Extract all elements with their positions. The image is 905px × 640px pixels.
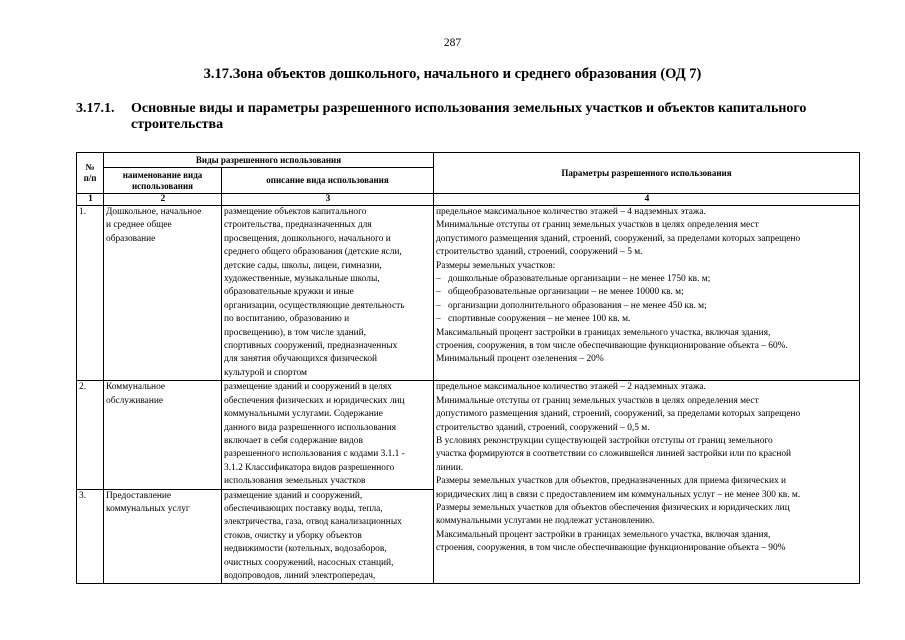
text-line: строения, сооружения, в том числе обеспечивающие функционирование объекта – 90% <box>436 543 786 554</box>
text-line: образование <box>106 233 156 244</box>
text-line: водопроводов, линий электропередач, <box>224 570 376 581</box>
text-line: спортивных сооружений, предназначенных <box>224 341 398 352</box>
text-line: коммунальными услугами не подлежат установлению. <box>436 516 655 527</box>
text-line: просвещению), в том числе зданий, <box>224 327 367 338</box>
text-line: для занятия обучающихся физической <box>224 354 378 365</box>
header-num <box>77 153 104 194</box>
text-line: разрешенного использования с кодами 3.1.1 - <box>224 449 405 460</box>
table-row <box>77 381 860 489</box>
text-line: художественные, музыкальные школы, <box>224 274 380 285</box>
text-line: размещение объектов капитального <box>224 207 367 217</box>
text-line: очистных сооружений, насосных станций, <box>224 557 394 568</box>
text-line: допустимого размещения зданий, строений, сооружений, за пределами которых запрещено <box>436 233 801 244</box>
subsection-title: Основные виды и параметры разрешенного использования земельных участков и объектов капитального строительства <box>131 101 807 132</box>
text-line: стоков, очистку и уборку объектов <box>224 530 362 541</box>
text-line: предельное максимальное количество этажей – 2 надземных этажа. <box>436 382 706 393</box>
bullet-item <box>436 286 858 299</box>
text-line: размещение зданий и сооружений, <box>224 490 363 501</box>
row-number: 2. <box>77 381 104 489</box>
text-line: строительство зданий, строений, сооружений – 5 м. <box>436 247 643 258</box>
bullet-item <box>436 300 858 313</box>
text-line: размещение зданий и сооружений в целях <box>224 382 392 393</box>
text-line: электричества, газа, отвод канализационных <box>224 517 402 528</box>
bullet-text: дошкольные образовательные организации – не менее 1750 кв. м; <box>448 274 711 285</box>
text-line: среднего общего образования (детские ясли, <box>224 247 402 258</box>
col-number-2: 2 <box>104 194 222 206</box>
bullet-item <box>436 273 858 286</box>
bullet-text: общеобразовательные организации – не менее 10000 кв. м; <box>448 287 684 298</box>
text-line: образовательные кружки и иные <box>224 287 354 298</box>
text-line: по воспитанию, образованию и <box>224 314 350 325</box>
text-line: строительства, предназначенных для <box>224 220 372 231</box>
use-description <box>222 381 434 489</box>
text-line: коммунальными услугами. Содержание <box>224 409 383 420</box>
col-number-4: 4 <box>434 194 860 206</box>
col-number-3: 3 <box>222 194 434 206</box>
use-name <box>104 489 222 584</box>
bullet-text: спортивные сооружения – не менее 100 кв. м. <box>448 314 631 325</box>
text-line: обеспечивающих поставку воды, тепла, <box>224 503 383 514</box>
text-line: просвещения, дошкольного, начального и <box>224 233 391 244</box>
text-line: детские сады, школы, лицеи, гимназии, <box>224 260 382 271</box>
text-line: Минимальный процент озеленения – 20% <box>436 354 604 365</box>
bullet-dash: – <box>436 300 441 311</box>
section-heading: 3.17.Зона объектов дошкольного, начального и среднего образования (ОД 7) <box>203 66 702 82</box>
bullet-dash: – <box>436 287 441 298</box>
text-line: Максимальный процент застройки в границах земельного участка, включая здания, <box>436 327 771 338</box>
land-use-table <box>76 152 860 584</box>
text-line: Минимальные отступы от границ земельных участков в целях определения мест <box>436 395 759 406</box>
text-line: данного вида разрешенного использования <box>224 422 397 433</box>
text-line: Размеры земельных участков для объектов, предназначенных для приема физических и <box>436 476 787 487</box>
use-description <box>222 206 434 381</box>
text-line: участка формируются в соответствии со сложившейся линией застройки или по красной <box>436 449 792 460</box>
row-number: 1. <box>77 206 104 381</box>
bullet-dash: – <box>436 274 441 285</box>
row-number: 3. <box>77 489 104 584</box>
header-name: наименование вида использования <box>104 168 222 194</box>
text-line: строительство зданий, строений, сооружений – 0,5 м. <box>436 422 650 433</box>
header-num-line: № <box>85 162 95 172</box>
text-line: юридических лиц в связи с предоставлением им коммунальных услуг – не менее 300 кв. м. <box>436 489 801 500</box>
bullet-text: организации дополнительного образования – не менее 450 кв. м; <box>448 300 707 311</box>
text-line: обслуживание <box>106 395 164 406</box>
text-line: 3.1.2 Классификатора видов разрешенного <box>224 462 395 473</box>
text-line: строения, сооружения, в том числе обеспечивающие функционирование объекта – 60%. <box>436 341 788 352</box>
text-line: и среднее общее <box>106 220 172 231</box>
header-num-line: п/п <box>83 173 97 183</box>
text-line: культурой и спортом <box>224 367 307 378</box>
text-line: включает в себя содержание видов <box>224 435 363 446</box>
use-name <box>104 381 222 489</box>
use-name <box>104 206 222 381</box>
header-use-types: Виды разрешенного использования <box>104 153 434 168</box>
text-line: Размеры земельных участков для объектов обеспечения физических и юридических лиц <box>436 502 790 513</box>
text-line: линии. <box>436 462 464 473</box>
use-parameters <box>434 206 860 381</box>
bullet-item <box>436 313 858 326</box>
bullet-dash: – <box>436 314 441 325</box>
text-line: Размеры земельных участков: <box>436 260 556 271</box>
text-line: Минимальные отступы от границ земельных участков в целях определения мест <box>436 220 759 231</box>
header-params: Параметры разрешенного использования <box>434 153 860 194</box>
use-parameters-shared <box>434 381 860 584</box>
text-line: В условиях реконструкции существующей застройки отступы от границ земельного <box>436 435 773 446</box>
text-line: допустимого размещения зданий, строений, сооружений, за пределами которых запрещено <box>436 409 801 420</box>
text-line: предельное максимальное количество этажей – 4 надземных этажа. <box>436 207 706 217</box>
text-line: Дошкольное, начальное <box>106 207 202 217</box>
header-desc: описание вида использования <box>222 168 434 194</box>
col-number-1: 1 <box>77 194 104 206</box>
text-line: организации, осуществляющие деятельность <box>224 300 405 311</box>
text-line: Предоставление <box>106 490 172 501</box>
text-line: недвижимости (котельных, водозаборов, <box>224 544 387 555</box>
page-number: 287 <box>443 37 462 49</box>
text-line: обеспечения физических и юридических лиц <box>224 395 405 406</box>
table-row <box>77 206 860 381</box>
text-line: использования земельных участков <box>224 476 366 487</box>
text-line: Коммунальное <box>106 382 166 393</box>
use-description <box>222 489 434 584</box>
text-line: коммунальных услуг <box>106 503 190 514</box>
subsection-number: 3.17.1. <box>76 101 115 116</box>
text-line: Максимальный процент застройки в границах земельного участка, включая здания, <box>436 529 771 540</box>
